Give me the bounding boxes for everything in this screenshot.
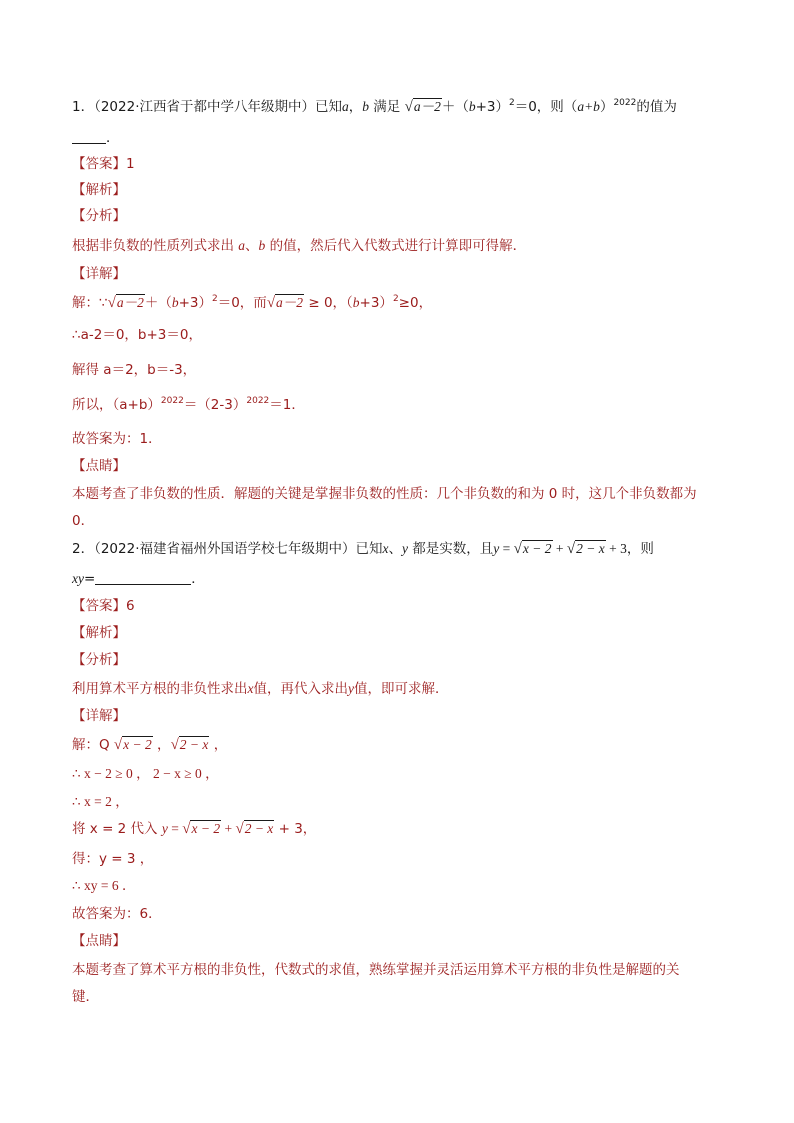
- q1-header: 1．（2022·江西省于都中学八年级期中）已知: [72, 99, 342, 115]
- q2-jiexi-tag: 【解析】: [72, 625, 126, 641]
- q2-answer-value: 6: [126, 598, 135, 614]
- q1-ab: a+b: [577, 99, 600, 114]
- q1-dianjing-tag: 【点睛】: [72, 458, 126, 474]
- q2-s4-radical1-body: x − 2: [191, 821, 221, 836]
- q1-radical-body: a－2: [413, 99, 441, 114]
- q2-s1-radical2-body: 2 − x: [179, 737, 209, 752]
- q1-step1-mid2: +3）: [178, 295, 212, 311]
- q1-tail: 的值为: [636, 99, 677, 115]
- q1-step1-radical-body: a－2: [116, 295, 144, 310]
- q1-answer-value: 1: [126, 156, 135, 172]
- q1-jiexi-tag: 【解析】: [72, 182, 126, 198]
- q1-satisfy: 满足: [369, 99, 405, 115]
- q2-eq: =: [499, 541, 514, 556]
- q1-answer-tag: 【答案】: [72, 156, 126, 172]
- q2-dianjing-tag: 【点睛】: [72, 933, 126, 949]
- q2-answer-tag: 【答案】: [72, 598, 126, 614]
- q2-radical1: √x − 2: [513, 541, 552, 557]
- q1-step4: [72, 396, 305, 414]
- q1-step1-radical2: √a－2: [266, 295, 304, 311]
- q2-s4-pre: 将 x = 2 代入: [72, 821, 162, 837]
- q1-xiangjie-tag: 【详解】: [72, 266, 126, 282]
- q1-plus3: +3）: [475, 99, 509, 115]
- q1-sep: ，: [348, 99, 363, 115]
- q2-s2: ∴ x − 2 ≥ 0 ， 2 − x ≥ 0 ，: [72, 766, 219, 781]
- q2-xy: xy: [72, 571, 84, 586]
- q1-fenxi-tag: 【分析】: [72, 208, 126, 224]
- q1-plus: ＋（: [441, 99, 469, 115]
- q2-eq-y: y: [493, 541, 500, 556]
- q1-step1-ge: ≥ 0，（: [304, 295, 353, 311]
- q2-mid: 都是实数，且: [408, 541, 494, 557]
- q1-step1-sq2: 2: [392, 294, 399, 304]
- q2-plus: +: [552, 541, 567, 556]
- q1-step2: ∴a-2＝0，b+3＝0，: [72, 327, 202, 343]
- q1-fenxi-a: a: [238, 238, 246, 253]
- q2-dianjing-2: 键．: [72, 989, 99, 1005]
- q1-fenxi-part2: 的值，然后代入代数式进行计算即可得解．: [265, 238, 527, 254]
- q2-fenxi-part1: 利用算术平方根的非负性求出: [72, 681, 248, 697]
- q1-step1-mid4: +3）: [359, 295, 393, 311]
- q2-s1-radical1: √x − 2: [113, 737, 152, 753]
- q1-step1-mid: ＋（: [144, 295, 172, 311]
- q2-s4-radical2: √2 − x: [235, 821, 274, 837]
- q2-s1-comma: ，: [152, 737, 171, 753]
- q1-square: 2: [508, 98, 515, 108]
- q1-step1-end: ≥0，: [398, 295, 433, 311]
- q1-step1-b2: b: [352, 295, 360, 310]
- q1-step4-pre: 所以，（a+b）: [72, 397, 161, 413]
- q2-s4-y: y: [161, 821, 168, 836]
- q2-s4: [72, 820, 316, 838]
- q1-stem: [72, 98, 677, 116]
- q1-radical: √a－2: [404, 99, 441, 115]
- q1-step4-end: ＝1．: [269, 397, 305, 413]
- q2-header: 2．（2022·福建省福州外国语学校七年级期中）已知: [72, 541, 383, 557]
- q1-final: 故答案为：1．: [72, 431, 162, 447]
- q1-blank-line: [72, 129, 120, 147]
- q2-s1-radical2: √2 − x: [170, 737, 209, 753]
- q1-exponent: 2022: [613, 98, 637, 108]
- q2-then: ，则: [626, 541, 654, 557]
- q2-fenxi-tag: 【分析】: [72, 652, 126, 668]
- q1-fenxi-text: [72, 237, 526, 255]
- q1-fenxi-b: b: [258, 238, 266, 253]
- q2-y: y: [402, 541, 408, 556]
- q1-var-a: a: [342, 99, 349, 114]
- q2-s1-pre: 解：Q: [72, 737, 114, 753]
- q1-var-b: b: [362, 99, 369, 114]
- q1-eq0: ＝0，则（: [514, 99, 578, 115]
- q1-step4-mid: ＝（2-3）: [183, 397, 247, 413]
- q2-s1-radical1-body: x − 2: [123, 737, 152, 752]
- q2-answer: [72, 597, 135, 615]
- q1-step1-mid3: ＝0，而: [217, 295, 267, 311]
- q2-final: 故答案为：6．: [72, 906, 162, 922]
- q2-s4-radical2-body: 2 − x: [244, 821, 274, 836]
- q2-plus3: + 3: [605, 541, 627, 556]
- q1-close: ）: [599, 99, 614, 115]
- q1-b: b: [468, 99, 476, 114]
- q2-fenxi-part2: 值，再代入求出: [253, 681, 348, 697]
- q2-xiangjie-tag: 【详解】: [72, 708, 126, 724]
- q2-stem: [72, 540, 654, 558]
- q1-fenxi-part1: 根据非负数的性质列式求出: [72, 238, 239, 254]
- q1-step1-sq: 2: [211, 294, 218, 304]
- q2-blank-end: ．: [191, 571, 205, 587]
- q2-dianjing-1: 本题考查了算术平方根的非负性，代数式的求值，熟练掌握并灵活运用算术平方根的非负性是解题的关: [72, 962, 680, 978]
- q1-step3: 解得 a＝2，b＝-3，: [72, 362, 197, 378]
- q1-answer-blank[interactable]: [72, 131, 106, 144]
- q2-sep: 、: [388, 541, 402, 557]
- q2-radical1-body: x − 2: [522, 541, 552, 556]
- q2-radical2-body: 2 − x: [576, 541, 605, 556]
- q2-s5: 得：y = 3 ，: [72, 851, 154, 867]
- q1-answer: [72, 155, 135, 173]
- q2-fenxi-y: y: [348, 681, 354, 696]
- q2-s6: ∴ xy = 6 ．: [72, 878, 136, 893]
- q1-step1-b: b: [171, 295, 179, 310]
- q2-x: x: [382, 541, 389, 556]
- q1-step4-exp2: 2022: [246, 396, 270, 406]
- q1-step1-radical: √a－2: [107, 295, 144, 311]
- q2-eqsign: =: [83, 571, 96, 587]
- q2-blank-line: [72, 570, 205, 588]
- q1-step1-radical2-body: a－2: [276, 295, 304, 310]
- q2-fenxi-text: [72, 680, 449, 698]
- q1-blank-end: ．: [106, 130, 120, 146]
- q2-s4-eq: =: [167, 821, 183, 836]
- q1-dianjing-2: 0．: [72, 513, 95, 529]
- q2-fenxi-x: x: [247, 681, 254, 696]
- q2-s4-end: + 3，: [274, 821, 317, 837]
- q1-step4-exp: 2022: [160, 396, 184, 406]
- q2-s4-plus: +: [221, 821, 236, 836]
- q1-step1-pre: 解：∵: [72, 295, 108, 311]
- q2-s3: ∴ x = 2 ，: [72, 794, 129, 809]
- q2-answer-blank[interactable]: [95, 572, 191, 585]
- q1-step1: [72, 294, 432, 312]
- q2-s1: [72, 736, 227, 754]
- q2-radical2: √2 − x: [566, 541, 605, 557]
- q1-fenxi-sep: 、: [245, 238, 259, 254]
- q2-s4-radical1: √x − 2: [182, 821, 221, 837]
- q1-dianjing-1: 本题考查了非负数的性质．解题的关键是掌握非负数的性质：几个非负数的和为 0 时，这几个非负数都为: [72, 486, 697, 502]
- q2-s1-end: ，: [209, 737, 228, 753]
- q2-fenxi-part3: 值，即可求解．: [354, 681, 449, 697]
